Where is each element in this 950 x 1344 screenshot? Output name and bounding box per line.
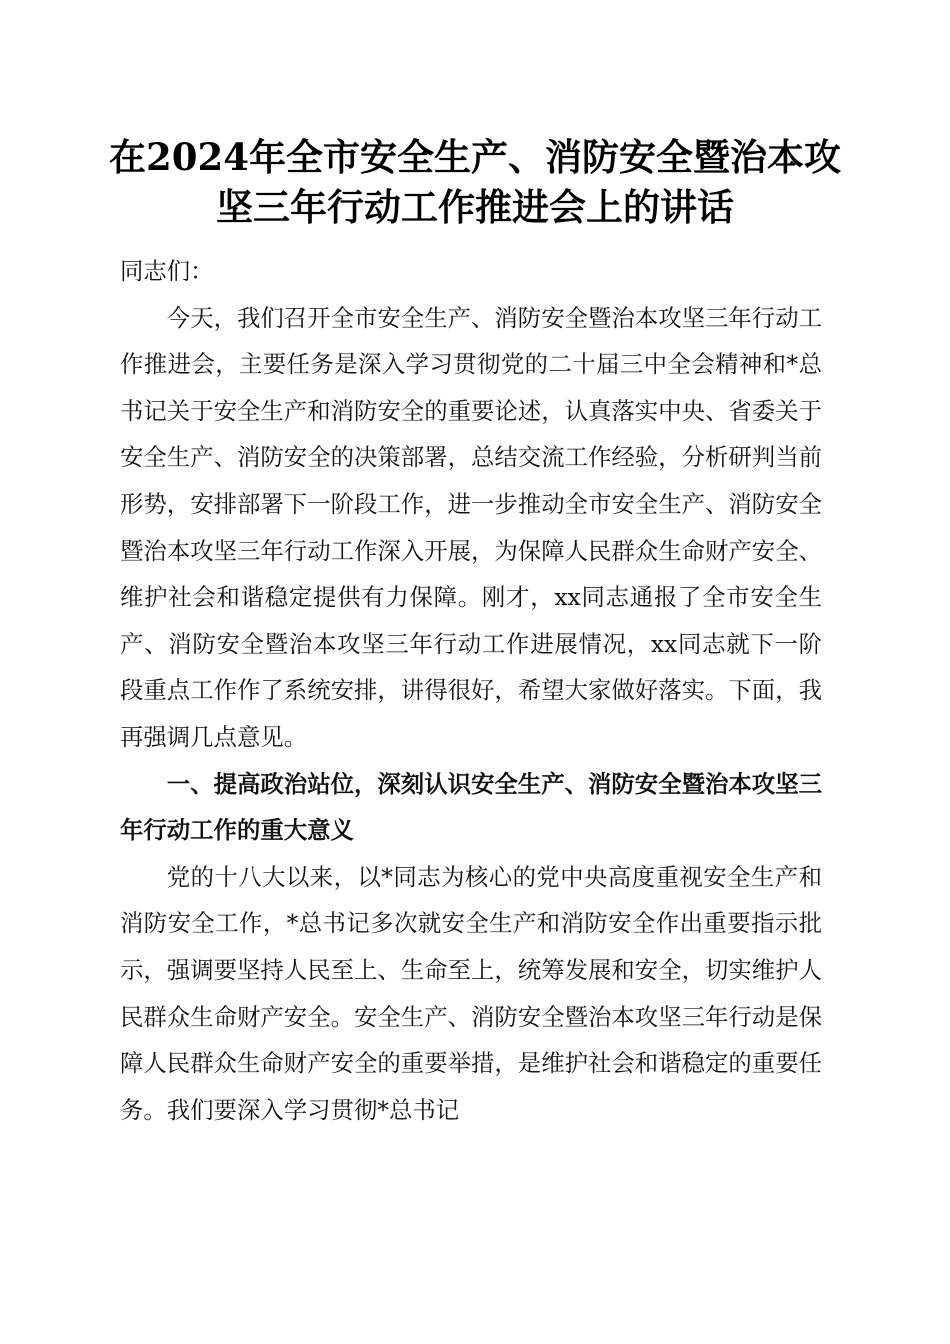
document-title	[100, 132, 850, 232]
salutation: 同志们：	[120, 257, 214, 285]
paragraph-section-1: 党的十八大以来，以*同志为核心的党中央高度重视安全生产和消防安全工作，*总书记多次就安全生产和消防安全作出重要指示批示，强调要坚持人民至上、生命至上，统筹发展和安全，切实维护人民群众生命财产安全。安全生产、消防安全暨治本攻坚三年行动是保障人民群众生命财产安全的重要举措，是维护社会和谐稳定的重要任务。我们要深入学习贯彻*总书记	[120, 862, 822, 1124]
document-body	[120, 248, 822, 1133]
section-heading-1: 一、提高政治站位，深刻认识安全生产、消防安全暨治本攻坚三年行动工作的重大意义	[120, 769, 822, 845]
paragraph-intro: 今天，我们召开全市安全生产、消防安全暨治本攻坚三年行动工作推进会，主要任务是深入学习贯彻党的二十届三中全会精神和*总书记关于安全生产和消防安全的重要论述，认真落实中央、省委关于安全生产、消防安全的决策部署，总结交流工作经验，分析研判当前形势，安排部署下一阶段工作，进一步推动全市安全生产、消防安全暨治本攻坚三年行动工作深入开展，为保障人民群众生命财产安全、维护社会和谐稳定提供有力保障。刚才，xx同志通报了全市安全生产、消防安全暨治本攻坚三年行动工作进展情况，xx同志就下一阶段重点工作作了系统安排，讲得很好，希望大家做好落实。下面，我再强调几点意见。	[120, 303, 822, 751]
title-line-1: 在2024年全市安全生产、消防安全暨治本攻	[109, 135, 841, 179]
title-line-2: 坚三年行动工作推进会上的讲话	[216, 185, 734, 229]
